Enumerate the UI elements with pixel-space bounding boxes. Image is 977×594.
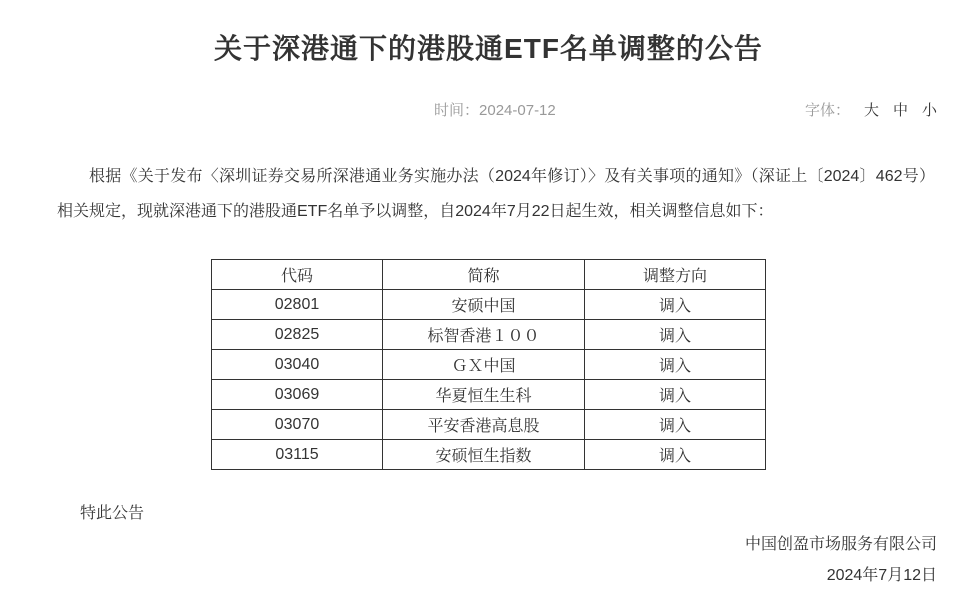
cell-direction: 调入 xyxy=(585,440,766,470)
header-direction: 调整方向 xyxy=(585,260,766,290)
cell-code: 03115 xyxy=(212,440,383,470)
table-row xyxy=(212,290,766,320)
cell-direction: 调入 xyxy=(585,320,766,350)
font-size-medium-button[interactable]: 中 xyxy=(892,101,908,119)
font-label: 字体： xyxy=(804,101,850,119)
table-row xyxy=(212,410,766,440)
cell-name: 华夏恒生生科 xyxy=(383,380,585,410)
table-row xyxy=(212,380,766,410)
font-size-control xyxy=(805,99,937,120)
table-row xyxy=(212,440,766,470)
table-header-row xyxy=(212,260,766,290)
font-size-small-button[interactable]: 小 xyxy=(921,101,937,119)
cell-code: 03070 xyxy=(212,410,383,440)
closing-statement: 特此公告 xyxy=(80,505,145,522)
table-row xyxy=(212,350,766,380)
publish-time xyxy=(434,99,556,120)
cell-code: 02825 xyxy=(212,320,383,350)
meta-row xyxy=(0,100,977,118)
cell-direction: 调入 xyxy=(585,290,766,320)
cell-direction: 调入 xyxy=(585,410,766,440)
cell-name: 安硕恒生指数 xyxy=(383,440,585,470)
etf-adjustment-table xyxy=(211,259,766,470)
issuer-company-name: 中国创盈市场服务有限公司 xyxy=(744,536,937,553)
cell-name: 安硕中国 xyxy=(383,290,585,320)
page-title: 关于深港通下的港股通ETF名单调整的公告 xyxy=(214,33,763,64)
cell-name: 平安香港高息股 xyxy=(383,410,585,440)
announcement-body-paragraph: 根据《关于发布〈深圳证券交易所深港通业务实施办法（2024年修订）〉及有关事项的通知》（深证上〔2024〕462号）相关规定，现就深港通下的港股通ETF名单予以调整，自2024年7月22日起生效，相关调整信息如下： xyxy=(57,168,935,220)
cell-direction: 调入 xyxy=(585,380,766,410)
cell-name: ＧＸ中国 xyxy=(383,350,585,380)
header-code: 代码 xyxy=(212,260,383,290)
time-value: 2024-07-12 xyxy=(479,101,556,119)
issue-date: 2024年7月12日 xyxy=(826,567,937,584)
cell-name: 标智香港１００ xyxy=(383,320,585,350)
cell-direction: 调入 xyxy=(585,350,766,380)
table-row xyxy=(212,320,766,350)
font-size-large-button[interactable]: 大 xyxy=(863,101,879,119)
cell-code: 03069 xyxy=(212,380,383,410)
cell-code: 02801 xyxy=(212,290,383,320)
header-name: 简称 xyxy=(383,260,585,290)
time-label: 时间： xyxy=(434,101,480,119)
cell-code: 03040 xyxy=(212,350,383,380)
